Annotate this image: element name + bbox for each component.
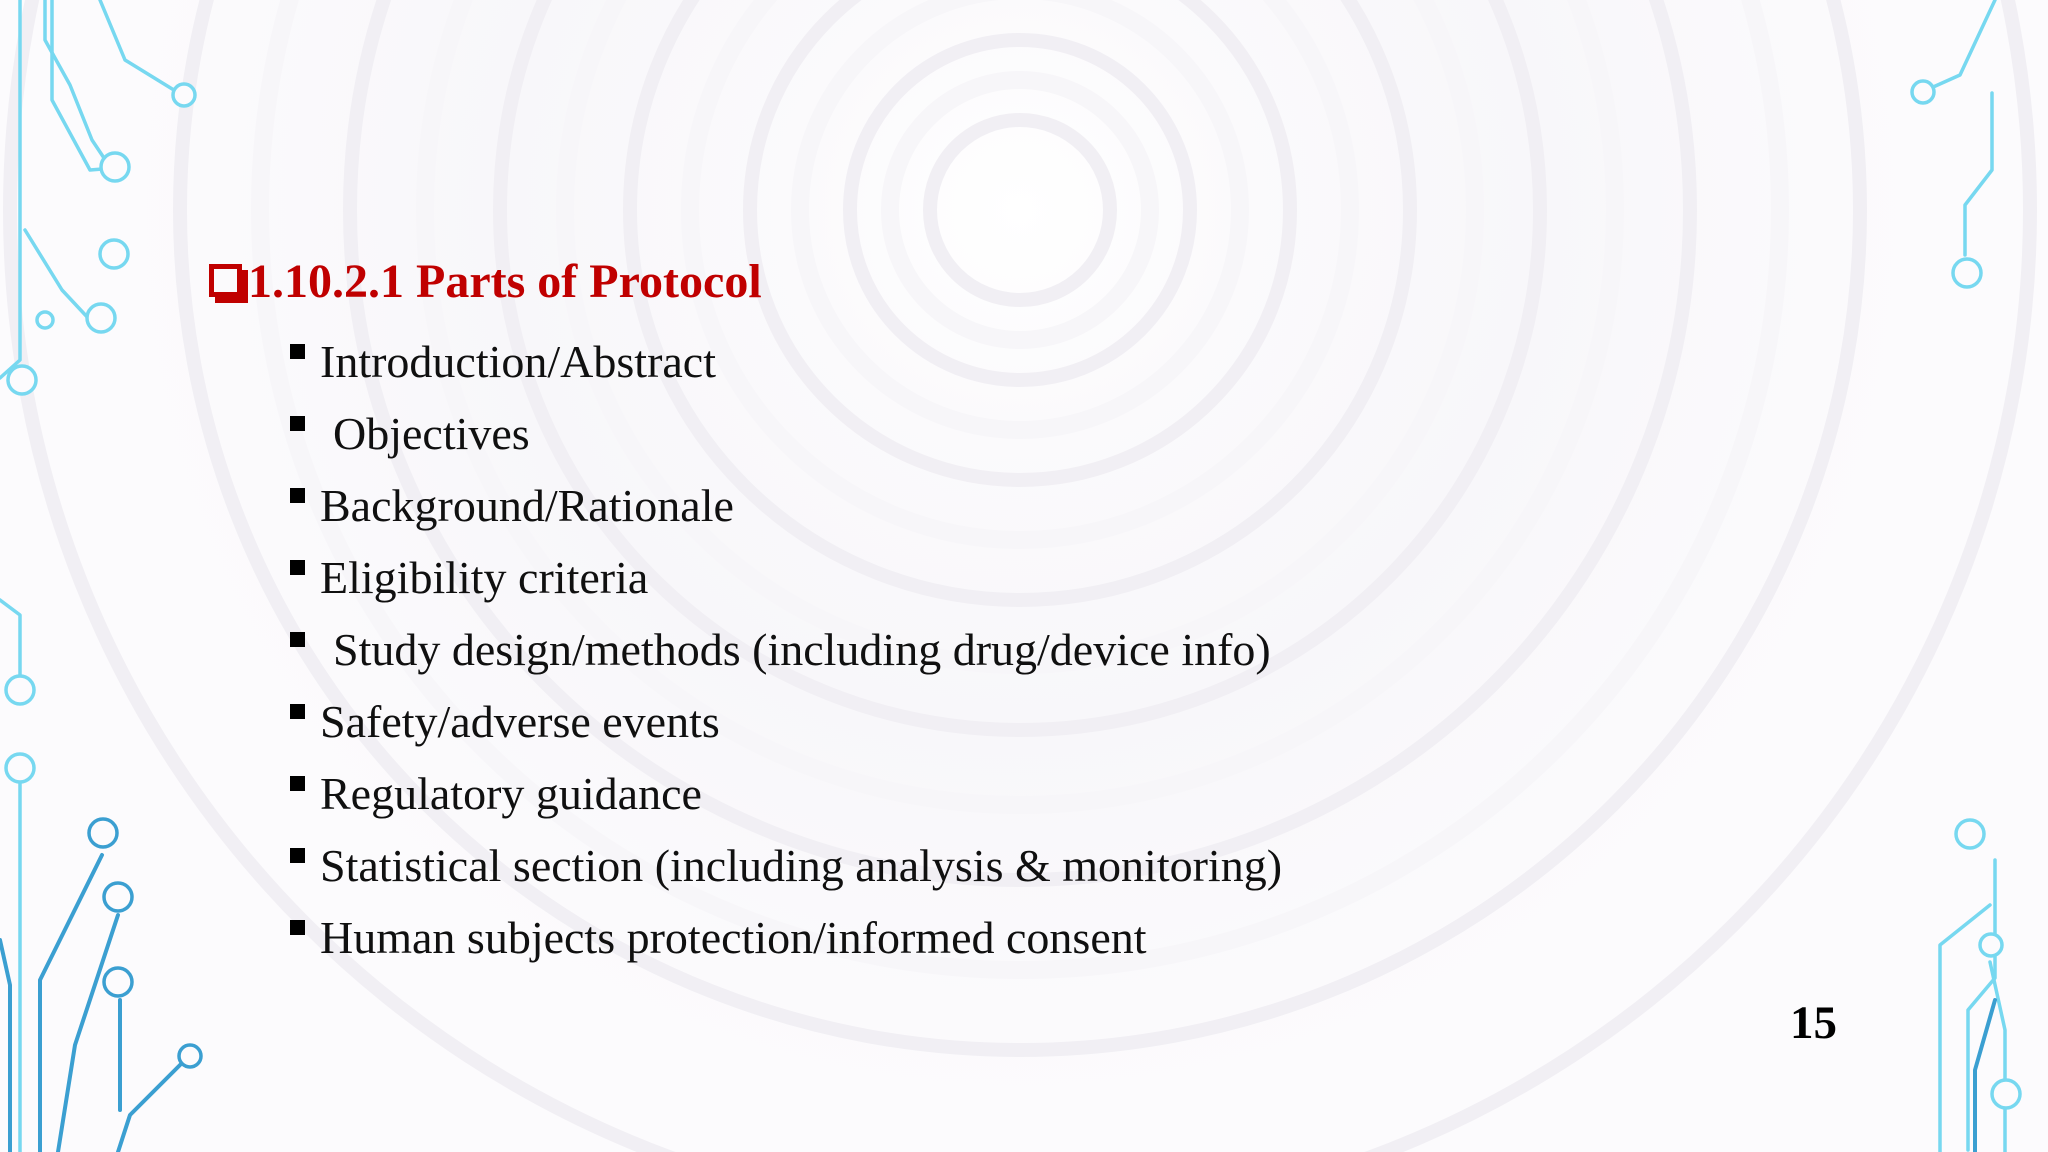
slide-content — [209, 245, 1809, 963]
square-bullet-icon — [290, 776, 305, 791]
square-bullet-icon — [290, 920, 305, 935]
square-bullet-icon — [290, 632, 305, 647]
list-item-text: Study design/methods (including drug/device info) — [333, 623, 1271, 675]
hollow-square-bullet-icon — [209, 264, 242, 297]
square-bullet-icon — [290, 704, 305, 719]
list-item — [290, 325, 1282, 397]
list-item — [290, 901, 1282, 973]
list-item — [290, 541, 1282, 613]
square-bullet-icon — [290, 416, 305, 431]
list-item — [290, 397, 1282, 469]
list-item — [290, 829, 1282, 901]
list-item-text: Safety/adverse events — [320, 695, 720, 747]
square-bullet-icon — [290, 848, 305, 863]
square-bullet-icon — [290, 560, 305, 575]
list-item-text: Introduction/Abstract — [320, 335, 717, 387]
square-bullet-icon — [290, 488, 305, 503]
page-number: 15 — [1790, 997, 1837, 1049]
list-item-text: Objectives — [333, 407, 530, 459]
protocol-parts-list — [290, 325, 1282, 973]
list-item-text: Human subjects protection/informed consent — [320, 911, 1147, 963]
square-bullet-icon — [290, 344, 305, 359]
list-item-text: Background/Rationale — [320, 479, 734, 531]
list-item — [290, 685, 1282, 757]
section-heading-text: 1.10.2.1 Parts of Protocol — [248, 255, 762, 308]
list-item-text: Eligibility criteria — [320, 551, 649, 603]
list-item-text: Regulatory guidance — [320, 767, 702, 819]
list-item — [290, 613, 1282, 685]
list-item — [290, 757, 1282, 829]
section-heading — [209, 245, 1809, 319]
list-item — [290, 469, 1282, 541]
list-item-text: Statistical section (including analysis & monitoring) — [320, 839, 1283, 891]
